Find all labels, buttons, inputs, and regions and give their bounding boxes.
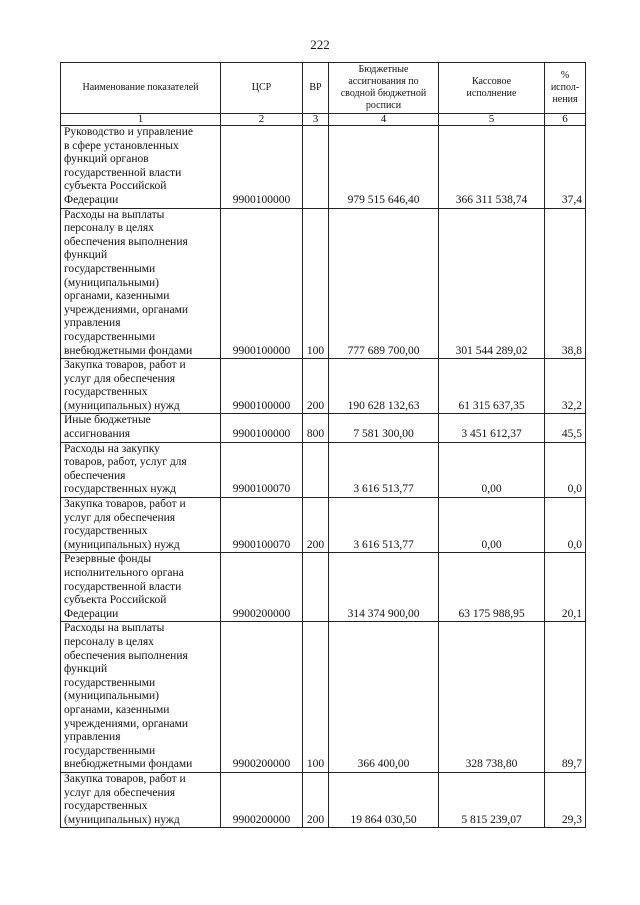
- indicator-name-line: государственной власти: [64, 580, 182, 593]
- indicator-name-line: учреждениями, органами: [64, 717, 189, 730]
- csr-code: 9900200000: [221, 622, 303, 773]
- percent-executed-value: 45,5: [545, 414, 586, 442]
- percent-executed-value: 20,1: [545, 553, 586, 622]
- indicator-name-line: персоналу в целях: [64, 222, 154, 235]
- indicator-name-line: субъекта Российской: [64, 180, 167, 193]
- indicator-name: [61, 498, 221, 553]
- header-pct-line: нения: [552, 94, 578, 105]
- table-body: [61, 126, 586, 828]
- header-row: [61, 63, 586, 114]
- indicator-name-line: внебюджетными фондами: [64, 344, 193, 357]
- indicator-name-line: Иные бюджетные: [64, 414, 151, 427]
- cash-executed-value: 0,00: [439, 498, 545, 553]
- vr-code: [303, 126, 329, 209]
- table-row: [61, 553, 586, 622]
- csr-code: 9900100000: [221, 359, 303, 414]
- indicator-name-line: обеспечения: [64, 469, 126, 482]
- indicator-name-line: (муниципальных) нужд: [64, 813, 180, 826]
- budget-assigned-value: 366 400,00: [329, 622, 439, 773]
- indicator-name-line: функций: [64, 249, 108, 262]
- indicator-name-line: функций: [64, 663, 108, 676]
- indicator-name-line: (муниципальными): [64, 690, 159, 703]
- indicator-name-line: услуг для обеспечения: [64, 511, 176, 524]
- budget-assigned-value: 979 515 646,40: [329, 126, 439, 209]
- percent-executed-value: 0,0: [545, 442, 586, 497]
- percent-executed-value: 89,7: [545, 622, 586, 773]
- vr-code: [303, 442, 329, 497]
- cash-executed-value: 5 815 239,07: [439, 772, 545, 827]
- column-number: 6: [545, 114, 586, 126]
- budget-assigned-value: 19 864 030,50: [329, 772, 439, 827]
- indicator-name: [61, 208, 221, 359]
- csr-code: 9900100000: [221, 414, 303, 442]
- header-assign-line: росписи: [365, 100, 402, 111]
- budget-assigned-value: 190 628 132,63: [329, 359, 439, 414]
- csr-code: 9900200000: [221, 553, 303, 622]
- header-pct-line: %: [560, 70, 570, 81]
- table-row: [61, 359, 586, 414]
- indicator-name: [61, 126, 221, 209]
- percent-executed-value: 0,0: [545, 498, 586, 553]
- indicator-name-line: внебюджетными фондами: [64, 758, 193, 771]
- header-cash-line: Кассовое: [471, 76, 512, 87]
- indicator-name-line: Федерации: [64, 607, 119, 620]
- indicator-name: [61, 359, 221, 414]
- column-number: 5: [439, 114, 545, 126]
- percent-executed-value: 29,3: [545, 772, 586, 827]
- indicator-name-line: Руководство и управление: [64, 126, 193, 138]
- indicator-name-line: обеспечения выполнения: [64, 235, 188, 248]
- table-row: [61, 772, 586, 827]
- indicator-name-line: государственных: [64, 800, 148, 813]
- indicator-name-line: (муниципальных) нужд: [64, 399, 180, 412]
- header-indicator-name: Наименование показателей: [61, 63, 221, 114]
- csr-code: 9900100070: [221, 498, 303, 553]
- csr-code: 9900100070: [221, 442, 303, 497]
- header-csr: ЦСР: [221, 63, 303, 114]
- vr-code: 100: [303, 622, 329, 773]
- vr-code: 200: [303, 498, 329, 553]
- indicator-name: [61, 442, 221, 497]
- indicator-name-line: обеспечения выполнения: [64, 649, 188, 662]
- budget-assigned-value: 3 616 513,77: [329, 498, 439, 553]
- budget-assigned-value: 314 374 900,00: [329, 553, 439, 622]
- header-percent-execution: [545, 63, 586, 114]
- indicator-name-line: государственной власти: [64, 166, 182, 179]
- indicator-name-line: Закупка товаров, работ и: [64, 359, 186, 372]
- table-row: [61, 208, 586, 359]
- budget-execution-table: [60, 62, 586, 828]
- cash-executed-value: 366 311 538,74: [439, 126, 545, 209]
- budget-assigned-value: 3 616 513,77: [329, 442, 439, 497]
- csr-code: 9900100000: [221, 208, 303, 359]
- percent-executed-value: 38,8: [545, 208, 586, 359]
- header-pct-line: испол-: [550, 82, 580, 93]
- table-row: [61, 442, 586, 497]
- indicator-name-line: (муниципальных) нужд: [64, 538, 180, 551]
- column-number-row: [61, 114, 586, 126]
- indicator-name-line: субъекта Российской: [64, 594, 167, 607]
- vr-code: 100: [303, 208, 329, 359]
- indicator-name-line: государственных нужд: [64, 483, 176, 496]
- column-number: 2: [221, 114, 303, 126]
- indicator-name-line: органами, казенными: [64, 703, 170, 716]
- budget-assigned-value: 7 581 300,00: [329, 414, 439, 442]
- indicator-name-line: услуг для обеспечения: [64, 372, 176, 385]
- indicator-name-line: учреждениями, органами: [64, 303, 189, 316]
- indicator-name-line: Расходы на выплаты: [64, 208, 165, 221]
- indicator-name-line: Федерации: [64, 193, 119, 206]
- cash-executed-value: 63 175 988,95: [439, 553, 545, 622]
- header-budget-assignments: [329, 63, 439, 114]
- header-vr: ВР: [303, 63, 329, 114]
- vr-code: 800: [303, 414, 329, 442]
- indicator-name: [61, 553, 221, 622]
- indicator-name-line: в сфере установленных: [64, 139, 179, 152]
- indicator-name-line: управления: [64, 317, 121, 330]
- header-cash-line: исполнение: [466, 88, 517, 99]
- indicator-name-line: государственными: [64, 262, 156, 275]
- cash-executed-value: 301 544 289,02: [439, 208, 545, 359]
- indicator-name-line: ассигнования: [64, 428, 131, 441]
- indicator-name-line: государственными: [64, 330, 156, 343]
- budget-assigned-value: 777 689 700,00: [329, 208, 439, 359]
- indicator-name-line: (муниципальными): [64, 276, 159, 289]
- indicator-name-line: государственных: [64, 525, 148, 538]
- indicator-name-line: Закупка товаров, работ и: [64, 498, 186, 511]
- indicator-name-line: Расходы на закупку: [64, 442, 160, 455]
- indicator-name-line: функций органов: [64, 153, 149, 166]
- indicator-name-line: государственных: [64, 386, 148, 399]
- indicator-name-line: услуг для обеспечения: [64, 786, 176, 799]
- indicator-name-line: государственными: [64, 744, 156, 757]
- indicator-name: [61, 622, 221, 773]
- vr-code: 200: [303, 772, 329, 827]
- csr-code: 9900100000: [221, 126, 303, 209]
- header-assign-line: Бюджетные: [358, 64, 409, 75]
- indicator-name-line: Расходы на выплаты: [64, 622, 165, 635]
- percent-executed-value: 37,4: [545, 126, 586, 209]
- csr-code: 9900200000: [221, 772, 303, 827]
- indicator-name-line: Закупка товаров, работ и: [64, 772, 186, 785]
- table-row: [61, 622, 586, 773]
- indicator-name-line: управления: [64, 731, 121, 744]
- table-row: [61, 126, 586, 209]
- column-number: 4: [329, 114, 439, 126]
- column-number: 3: [303, 114, 329, 126]
- indicator-name-line: органами, казенными: [64, 290, 170, 303]
- indicator-name-line: персоналу в целях: [64, 635, 154, 648]
- cash-executed-value: 61 315 637,35: [439, 359, 545, 414]
- vr-code: [303, 553, 329, 622]
- cash-executed-value: 328 738,80: [439, 622, 545, 773]
- column-number: 1: [61, 114, 221, 126]
- percent-executed-value: 32,2: [545, 359, 586, 414]
- indicator-name: [61, 772, 221, 827]
- table-row: [61, 498, 586, 553]
- cash-executed-value: 3 451 612,37: [439, 414, 545, 442]
- indicator-name-line: государственными: [64, 676, 156, 689]
- indicator-name-line: исполнительного органа: [64, 567, 184, 579]
- vr-code: 200: [303, 359, 329, 414]
- header-cash-execution: [439, 63, 545, 114]
- page-number: 222: [310, 37, 330, 52]
- indicator-name-line: товаров, работ, услуг для: [64, 456, 187, 469]
- indicator-name: [61, 414, 221, 442]
- header-assign-line: ассигнования по: [348, 76, 419, 87]
- indicator-name-line: Резервные фонды: [64, 553, 152, 566]
- table-row: [61, 414, 586, 442]
- header-assign-line: сводной бюджетной: [340, 88, 427, 99]
- cash-executed-value: 0,00: [439, 442, 545, 497]
